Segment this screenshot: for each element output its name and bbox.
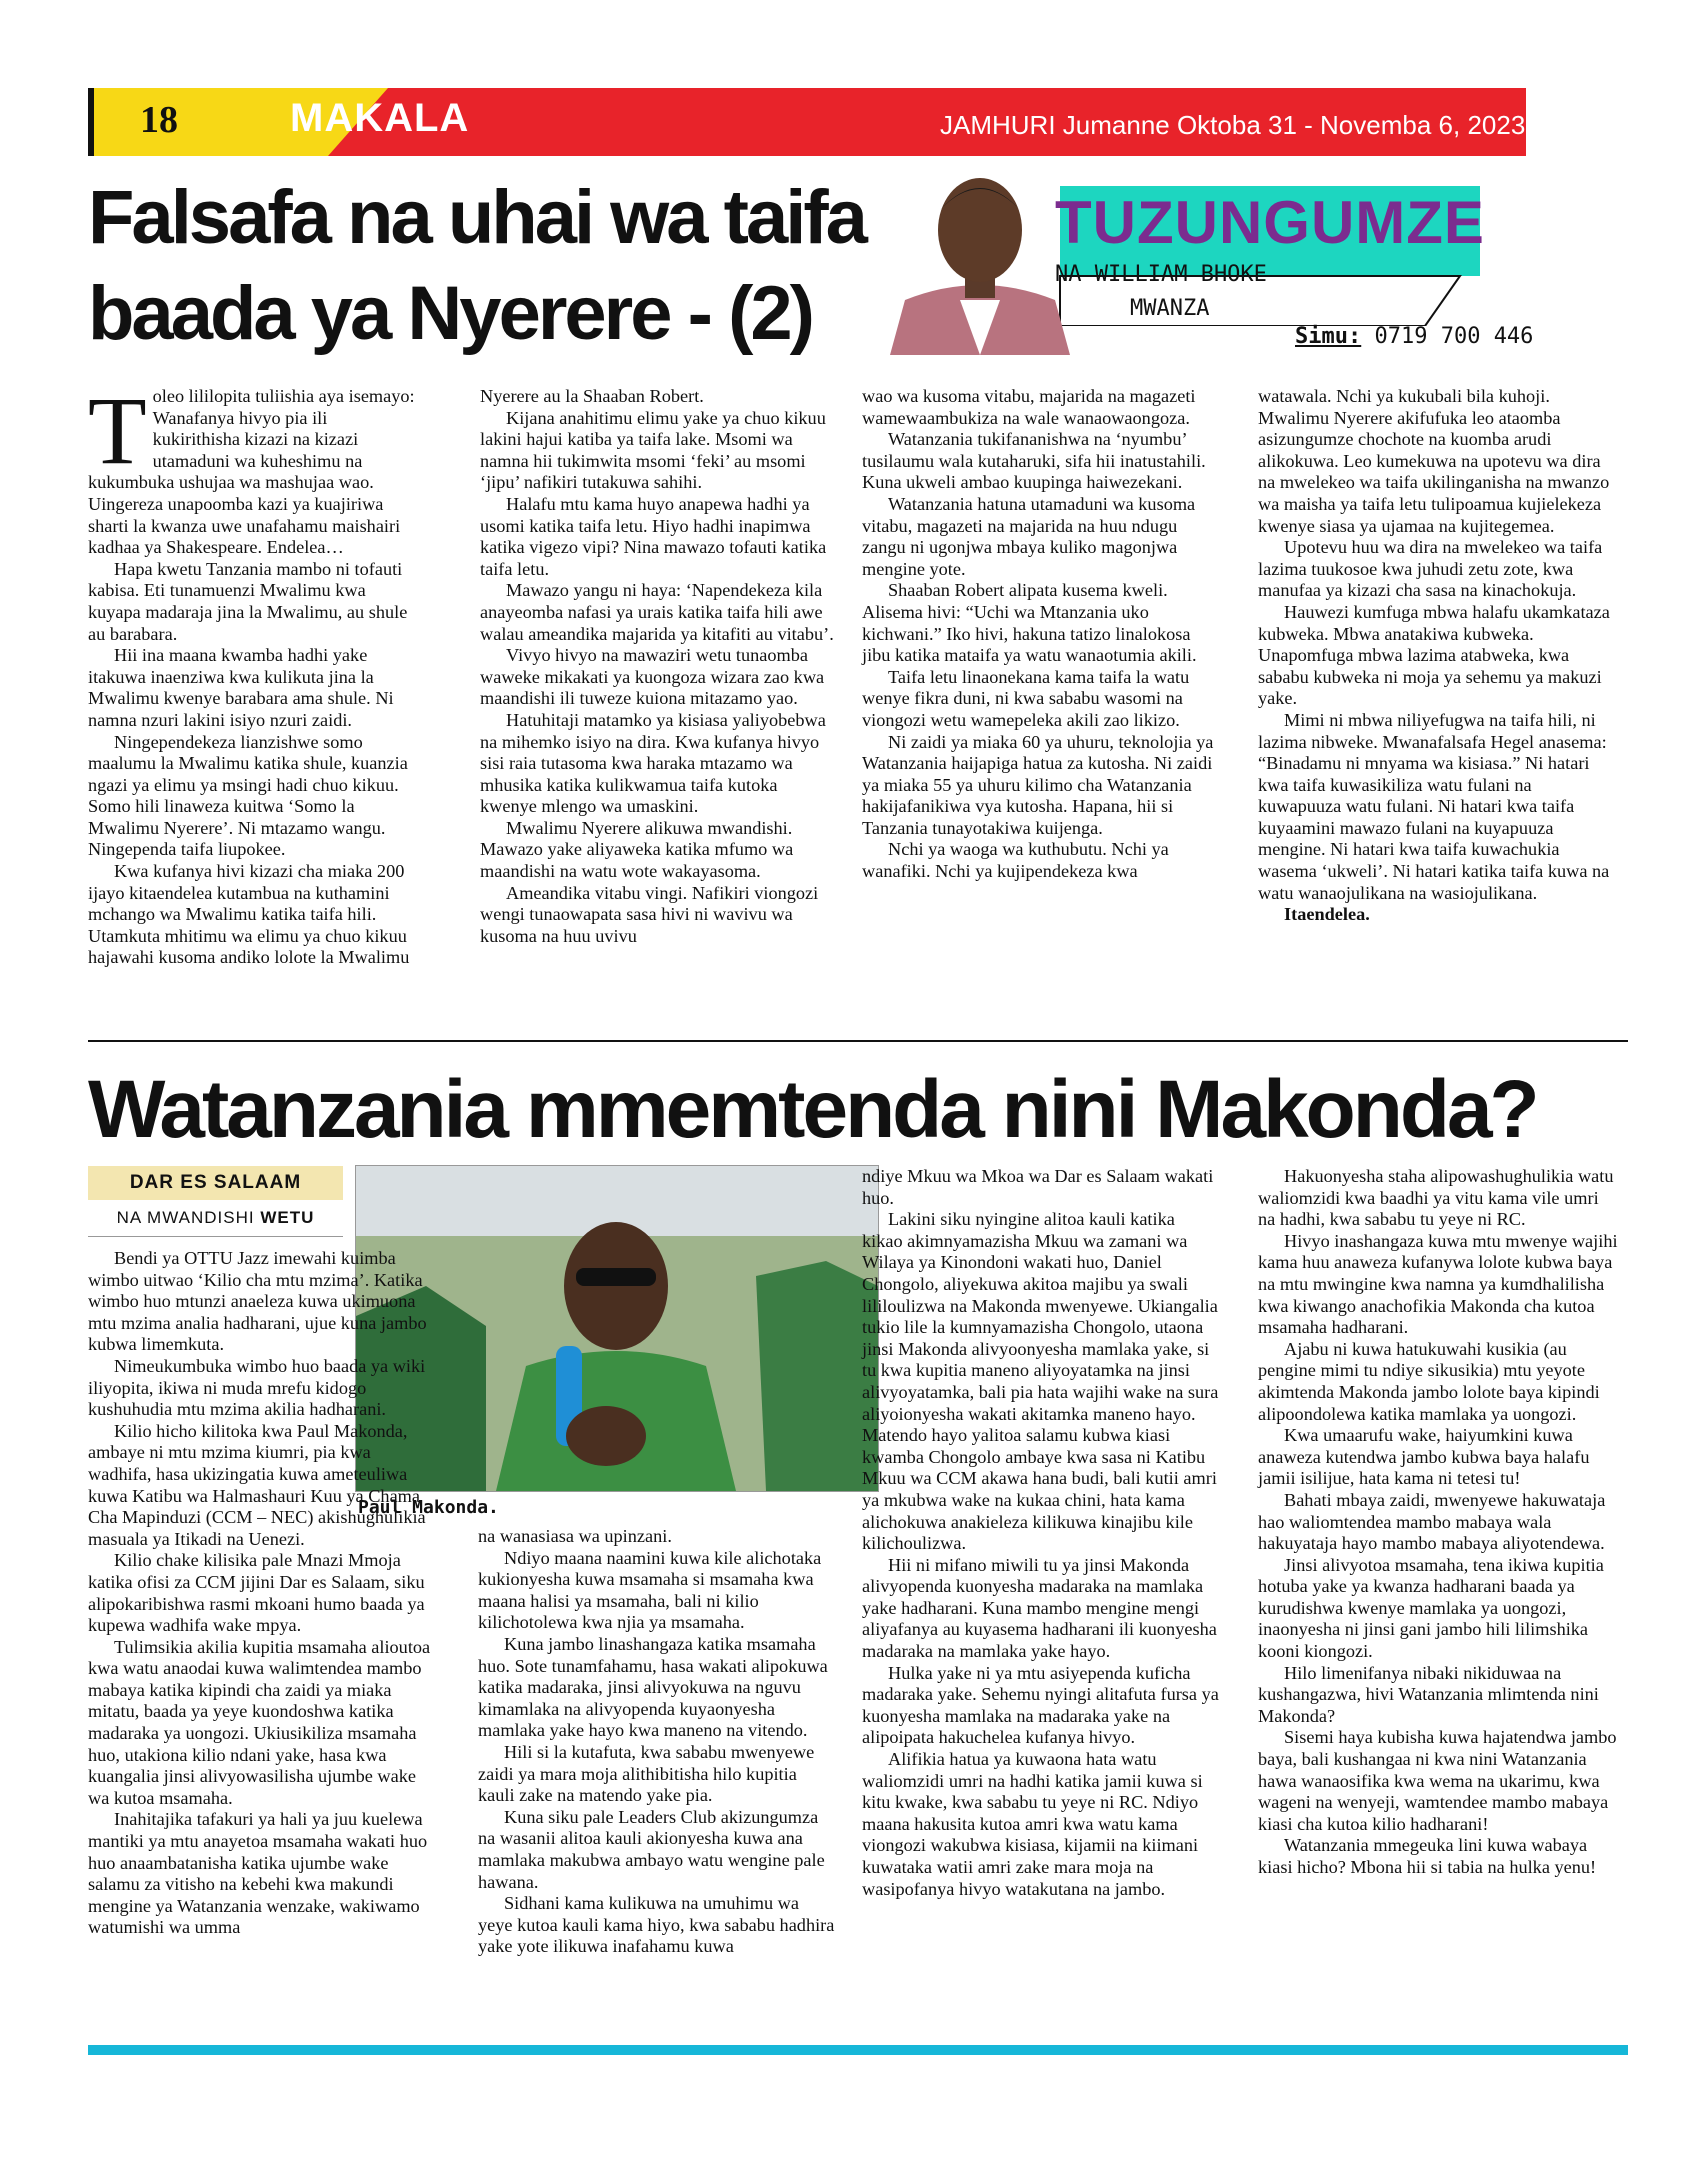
paragraph: Vivyo hivyo na mawaziri wetu tunaomba waweke mikakati ya kuongoza wizara zao kwa maandishi ili tuweze kuiona mitazamo yao. [480,645,825,709]
byline-bold: WETU [260,1208,315,1227]
dateline: JAMHURI Jumanne Oktoba 31 - Novemba 6, 2023 [940,110,1526,140]
paragraph: Sisemi haya kubisha kuwa hajatendwa jambo baya, bali kushangaa ni kwa nini Watanzania hawa wanaosifika kwa wema na ukarimu, kwa wageni na wenyeji, wamtendee mambo mabaya kiasi cha kutoa kilio hadharani! [1258,1727,1617,1834]
paragraph: Tulimsikia akilia kupitia msamaha alioutoa kwa watu anaodai kuwa walimtendea mambo mabaya katika kipindi cha zaidi ya miaka mitatu, baada ya yeye kuondoshwa katika madaraka ya uongozi. Ukiusikiliza msamaha huo, utakiona kilio ndani yake, hasa kwa kuangalia jinsi alivyowasilisha ujumbe wake wa kutoa msamaha. [88,1636,431,1808]
section-label: MAKALA [290,96,470,140]
article2-headline: Watanzania mmemtenda nini Makonda? [88,1064,1537,1155]
byline-prefix: NA MWANDISHI [116,1208,255,1227]
byline-rule [88,1236,343,1237]
paragraph: wao wa kusoma vitabu, majarida na magazeti wamewaambukiza na wale wanaowaongoza. [862,386,1196,428]
paragraph: Hauwezi kumfuga mbwa halafu ukamkataza kubweka. Mbwa anatakiwa kubweka. Unapomfuga mbwa lazima atabweka, kwa sababu kubweka ni moja ya sehemu ya makuzi yake. [1258,601,1610,709]
article1-headline [88,170,888,362]
paragraph: Kuna siku pale Leaders Club akizungumza na wasanii alitoa kauli akionyesha kuwa ana mamlaka makubwa ambayo watu wengine pale hawana. [478,1806,825,1892]
paragraph: Mwalimu Nyerere alikuwa mwandishi. Mawazo yake aliyaweka katika mfumo wa maandishi na watu wote wakayasoma. [480,817,794,882]
paragraph: Kilio chake kilisika pale Mnazi Mmoja katika ofisi za CCM jijini Dar es Salaam, siku alipokaribishwa rasmi mkoani humo baada ya kupewa wadhifa wake mpya. [88,1550,425,1636]
paragraph: Watanzania hatuna utamaduni wa kusoma vitabu, magazeti na majarida na huu ndugu zangu ni ugonjwa mbaya kuliko magonjwa mengine yote. [862,493,1196,579]
paragraph: Hapa kwetu Tanzania mambo ni tofauti kabisa. Eti tunamuenzi Mwalimu kwa kuyapa madaraja jina la Mwalimu, au shule au barabara. [88,558,408,644]
paragraph: Mimi ni mbwa niliyefugwa na taifa hili, ni lazima nibweke. Mwanafalsafa Hegel anasema: “Binadamu ni mnyama wa kisiasa.” Ni hatari kwa taifa kuwasikiliza watu fulani na kuwapuuza watu fulani. Ni hatari kwa taifa kuyaamini mawazo fulani na kuyapuuza mengine. Ni hatari kwa taifa kuwachukia wasema ‘ukweli’. Ni hatari katika taifa kuwa na watu wanaojulikana na wasiojulikana. [1258,709,1610,903]
article1-column-2 [480,386,838,947]
article1-column-1 [88,377,418,969]
paragraph: Inahitajika tafakuri ya hali ya juu kuelewa mantiki ya mtu anayetoa msamaha wakati huo huo anaambatanisha katika ujumbe wake salamu za vitisho na kebehi kwa makundi mengine ya Watanzania wenzake, wakiwamo watumishi wa umma [88,1809,428,1938]
paragraph: oleo lililopita tuliishia aya isemayo: Wanafanya hivyo pia ili kukirithisha kizazi na kizazi utamaduni wa kuheshimu na kukumbuka ushujaa wa mashujaa wao. Uingereza unapoomba kazi ya kuajiriwa sharti la kwanza uwe unafahamu maishairi kadhaa ya Shakespeare. Endelea… [88,386,415,558]
paragraph: Ajabu ni kuwa hatukuwahi kusikia (au pengine mimi tu ndiye sikusikia) mtu yeyote akimtenda Makonda jambo lolote baya kipindi alipoondolewa katika mamlaka ya uongozi. [1258,1338,1600,1424]
columnist-portrait [880,150,1080,355]
paragraph: Ameandika vitabu vingi. Nafikiri viongozi wengi tunaowapata sasa hivi ni wavivu wa kusoma na huu uvivu [480,882,819,946]
makonda-photo [355,1165,879,1492]
paragraph: Kwa kufanya hivi kizazi cha miaka 200 ijayo kitaendelea kutambua na kuthamini mchango wa Mwalimu katika taifa hili. Utamkuta mhitimu wa elimu ya chuo kikuu hajawahi kusoma andiko lolote la Mwalimu [88,861,410,968]
paragraph: Sidhani kama kulikuwa na umuhimu wa yeye kutoa kauli kama hiyo, kwa sababu hadhira yake yote ilikuwa inafahamu kuwa [478,1893,835,1957]
paragraph: Hili si la kutafuta, kwa sababu mwenyewe zaidi ya mara moja alithibitisha hilo kupitia kauli zake na matendo yake pia. [478,1741,815,1806]
photo-caption: Paul Makonda. [358,1497,499,1518]
section-divider [88,1040,1628,1042]
paragraph: Alifikia hatua ya kuwaona hata watu waliomzidi umri na hadhi katika jamii kuwa si kitu kwake, kwa sababu tu yeye ni RC. Ndiyo maana hakusita kutoa amri kwa watu kama viongozi wakubwa kisiasa, kijamii na kiimani kuwataka watii amri zake mara moja na wasipofanya hivyo watakutana na jambo. [862,1749,1203,1899]
paragraph: Hulka yake ni ya mtu asiyependa kuficha madaraka yake. Sehemu nyingi alitafuta fursa ya kuonyesha mamlaka na madaraka yake na alipoipata hakuchelea kufanya hivyo. [862,1662,1219,1748]
article1-headline-line1: Falsafa na uhai wa taifa [88,175,865,260]
signoff: Itaendelea. [1284,904,1370,925]
article2-column-1 [88,1248,433,1939]
paragraph: Kilio hicho kilitoka kwa Paul Makonda, ambaye ni mtu mzima kiumri, pia kwa wadhifa, hasa ukizingatia kuwa ameteuliwa kuwa Katibu wa Halmashauri Kuu ya Chama Cha Mapinduzi (CCM – NEC) akishughulikia masuala ya Itikadi na Uenezi. [88,1420,426,1549]
paragraph: Hii ina maana kwamba hadhi yake itakuwa inaenziwa kwa kulikuta jina la Mwalimu kwenye barabara ama shule. Ni namna nzuri lakini isiyo nzuri zaidi. [88,645,394,730]
paragraph: ndiye Mkuu wa Mkoa wa Dar es Salaam wakati huo. [862,1166,1214,1208]
paragraph: Nchi ya waoga wa kuthubutu. Nchi ya wanafiki. Nchi ya kujipendekeza kwa [862,839,1169,882]
paragraph: Ningependekeza lianzishwe somo maalumu la Mwalimu katika shule, kuanzia ngazi ya elimu ya msingi hadi chuo kikuu. Somo hili linaweza kuitwa ‘Somo la Mwalimu Nyerere’. Ni mtazamo wangu. Ningependa taifa liupokee. [88,731,408,860]
columnist-location: MWANZA [1130,296,1210,321]
columnist-phone [1295,324,1533,349]
paragraph: Watanzania tukifananishwa na ‘nyumbu’ tusilaumu wala kutaharuki, sifa hii inatustahili. Kuna ukweli ambao kuupinga haiwezekani. [862,429,1206,493]
footer-rule [88,2045,1628,2055]
columnist-byline: NA WILLIAM BHOKE [1055,262,1267,287]
paragraph: Upotevu huu wa dira na mwelekeo wa taifa lazima tuukosoe kwa juhudi zetu zote, kwa manufaa ya kizazi cha sasa na kinachokuja. [1258,537,1603,601]
phone-number: 0719 700 446 [1374,324,1534,349]
paragraph: watawala. Nchi ya kukubali bila kuhoji. Mwalimu Nyerere akifufuka leo ataomba asizungumze chochote na kuomba arudi alikokuwa. Leo kumekuwa na upotevu wa dira na mwelekeo wa taifa ukilinganisha na mwanzo wa maisha ya taifa letu tulipoamua kujielekeza kwenye siasa ya ujamaa na kujitegemea. [1258,386,1610,536]
paragraph: Bendi ya OTTU Jazz imewahi kuimba wimbo uitwao ‘Kilio cha mtu mzima’. Katika wimbo huo mtunzi anaeleza kuwa ukimuona mtu mzima analia hadharani, ujue kuna jambo kubwa limemkuta. [88,1248,427,1355]
paragraph: Nyerere au la Shaaban Robert. [480,386,704,406]
page-number: 18 [140,99,178,141]
paragraph: Hakuonyesha staha alipowashughulikia watu waliomzidi kwa baadhi ya vitu kama vile umri na hadhi, kwa sababu tu yeye ni RC. [1258,1166,1614,1230]
paragraph: Kuna jambo linashangaza katika msamaha huo. Sote tunamfahamu, hasa wakati alipokuwa katika madaraka, jinsi alivyokuwa na nguvu kimamlaka na alivyopenda kuyaonyesha mamlaka yake hayo kwa maneno na vitendo. [478,1633,828,1741]
article2-byline [88,1208,343,1228]
column-name: TUZUNGUMZE [1055,189,1485,256]
article2-column-3 [862,1166,1220,1900]
paragraph: Mawazo yangu ni haya: ‘Napendekeza kila anayeomba nafasi ya urais katika taifa hili awe walau ameandika majarida ya kitafiti au vitabu’. [480,580,834,644]
dropcap: T [88,377,147,484]
paragraph: Nimeukumbuka wimbo huo baada ya wiki iliyopita, ikiwa ni muda mrefu kidogo kushuhudia mtu mzima akilia hadharani. [88,1355,426,1420]
phone-label: Simu: [1295,324,1362,349]
paragraph: Hatuhitaji matamko ya kisiasa yaliyobebwa na mihemko isiyo na dira. Kwa kufanya hivyo sisi raia tutasoma kwa haraka mtazamo wa mhusika katika kulikwamua taifa kutoka kwenye mlengo wa umaskini. [480,709,826,817]
article2-column-4 [1258,1166,1618,1879]
paragraph: Lakini siku nyingine alitoa kauli katika kikao akimnyamazisha Mkuu wa zamani wa Wilaya ya Kinondoni wakati huo, Daniel Chongolo, aliyekuwa akitoa majibu ya swali lililoulizwa na Makonda mwenyewe. Ukiangalia tukio lile la kumnyamazisha Chongolo, utaona jinsi Makonda alivyoonyesha mamlaka yake, si tu kwa kupitia maneno aliyoyatamka na jinsi alivyoyatamka, bali pia hata wajihi wake na sura aliyoionyesha wakati akitamka maneno hayo. Matendo hayo yalitoa salamu kubwa kiasi kwamba Chongolo ambaye kwa sasa ni Katibu Mkuu wa CCM akawa hana budi, bali kutii amri ya mkubwa wake na kukaa chini, hata kama alichokuwa anakieleza kilikuwa kinajibu kile kilichoulizwa. [862,1209,1219,1554]
article1-column-4 [1258,386,1618,926]
paragraph: Shaaban Robert alipata kusema kweli. Alisema hivi: “Uchi wa Mtanzania uko kichwani.” Iko hivi, hakuna tatizo linalokosa jibu katika mataifa ya watu wanaotumia akili. [862,580,1197,666]
paragraph: Halafu mtu kama huyo anapewa hadhi ya usomi katika taifa letu. Hiyo hadhi inapimwa katika vigezo vipi? Nina mawazo tofauti katika taifa letu. [480,493,827,579]
paragraph: Hivyo inashangaza kuwa mtu mwenye wajihi kama huu anaweza kufanywa lolote kubwa baya na mtu mwingine kwa namna ya kumdhalilisha kwa kiwango anachofikia Makonda cha kutoa msamaha hadharani. [1258,1230,1618,1338]
paragraph: Watanzania mmegeuka lini kuwa wabaya kiasi hicho? Mbona hii si tabia na hulka yenu! [1258,1835,1597,1877]
paragraph: Bahati mbaya zaidi, mwenyewe hakuwataja hao waliomtendea mambo mabaya wala hakuyataja hayo mambo mabaya aliyotendewa. [1258,1489,1606,1554]
dateline-place: DAR ES SALAAM [88,1166,343,1200]
paragraph: Taifa letu linaonekana kama taifa la watu wenye fikra duni, ni kwa sababu wasomi na viongozi wetu wamepeleka akili zao likizo. [862,666,1190,730]
paragraph: na wanasiasa wa upinzani. [478,1526,672,1546]
paragraph: Kijana anahitimu elimu yake ya chuo kikuu lakini hajui katiba ya taifa lake. Msomi wa namna hii tukimwita msomi ‘feki’ au msomi ‘jipu’ nafikiri tutakuwa sahihi. [480,407,826,493]
paragraph: Hii ni mifano miwili tu ya jinsi Makonda alivyopenda kuonyesha madaraka na mamlaka yake hadharani. Kuna mambo mengine mengi aliyafanya au kuyasema hadharani ili kuonyesha madaraka na mamlaka yake hayo. [862,1554,1217,1662]
article2-column-2 [478,1526,836,1958]
article1-column-3 [862,386,1217,883]
article1-headline-line2: baada ya Nyerere - (2) [88,271,812,356]
header-edge-bar [88,88,94,156]
paragraph: Kwa umaarufu wake, haiyumkini kuwa anaweza kutendwa jambo kubwa baya halafu jamii isilijue, hata kama ni tetesi tu! [1258,1425,1590,1489]
paragraph: Hilo limenifanya nibaki nikiduwaa na kushangazwa, hivi Watanzania mlimtenda nini Makonda? [1258,1662,1599,1726]
paragraph: Ndiyo maana naamini kuwa kile alichotaka kukionyesha kuwa msamaha si msamaha kwa maana halisi ya msamaha, bali ni kilio kilichotolewa kwa njia ya msamaha. [478,1547,822,1633]
paragraph: Ni zaidi ya miaka 60 ya uhuru, teknolojia ya Watanzania haijapiga hatua za kutosha. Ni zaidi ya miaka 55 ya uhuru kilimo cha Watanzania hakijafanikiwa vya kutosha. Hapana, hii si Tanzania tunayotakiwa kuijenga. [862,731,1214,838]
paragraph: Jinsi alivyotoa msamaha, tena ikiwa kupitia hotuba yake ya kwanza hadharani baada ya kurudishwa kwenye mamlaka ya uongozi, inaonyesha ni jinsi gani jambo hili lilimshika kooni kiongozi. [1258,1554,1604,1662]
